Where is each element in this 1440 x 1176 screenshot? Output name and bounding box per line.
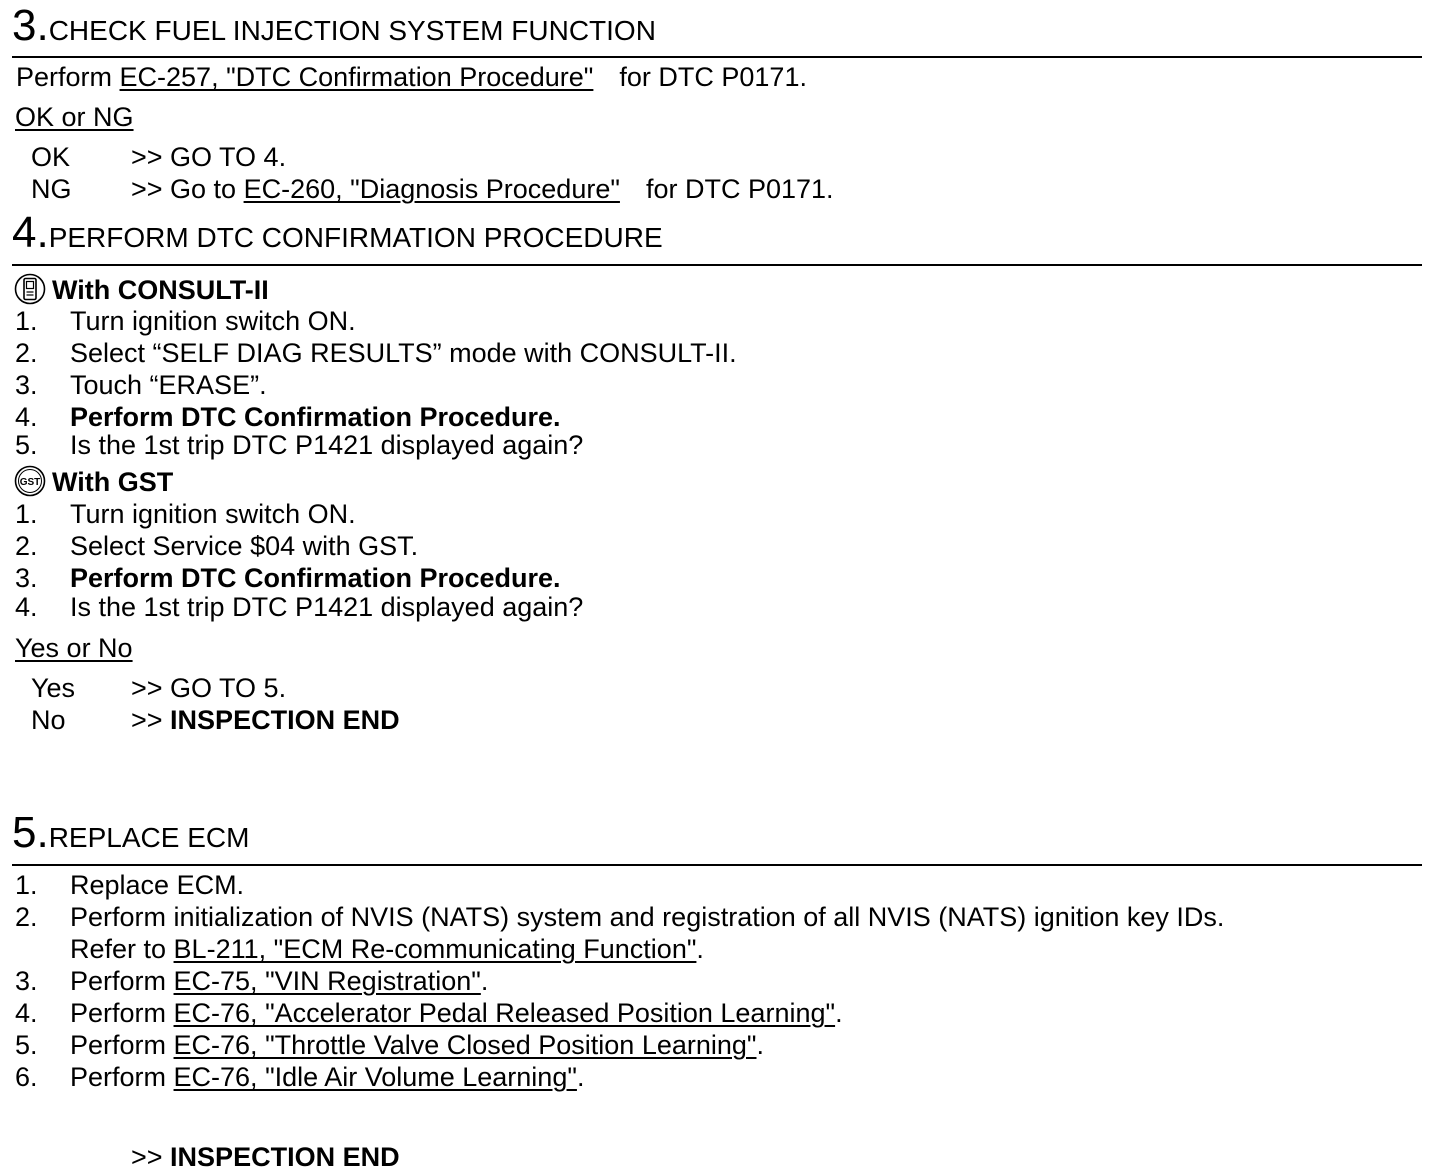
link-ec-76-accelerator-pedal[interactable]: EC-76, "Accelerator Pedal Released Position Learning" — [173, 998, 836, 1028]
consult-step-5: 5. Is the 1st trip DTC P1421 displayed again? — [15, 430, 584, 460]
link-ec-260-diagnosis-procedure[interactable]: EC-260, "Diagnosis Procedure" — [243, 174, 620, 204]
link-ec-76-throttle-valve[interactable]: EC-76, "Throttle Valve Closed Position Learning" — [173, 1030, 757, 1060]
link-bl-211-ecm-re-communicating[interactable]: BL-211, "ECM Re-communicating Function" — [173, 934, 697, 964]
step3-ng-action: >> Go to EC-260, "Diagnosis Procedure" for DTC P0171. — [131, 174, 834, 204]
step3-ok-action: >> GO TO 4. — [131, 142, 287, 172]
step3-number: 3. — [12, 1, 49, 50]
gst-heading: GST With GST — [14, 465, 173, 504]
step3-ok-label: OK — [31, 142, 71, 172]
step3-header — [12, 1, 656, 50]
step5-number: 5. — [12, 808, 49, 857]
link-ec-257-dtc-confirmation[interactable]: EC-257, "DTC Confirmation Procedure" — [119, 62, 594, 92]
link-ec-76-idle-air-volume[interactable]: EC-76, "Idle Air Volume Learning" — [173, 1062, 577, 1092]
step3-divider — [12, 56, 1422, 58]
consult-step-3: 3. Touch “ERASE”. — [15, 370, 267, 400]
consult-step-4: 4. Perform DTC Confirmation Procedure. — [15, 402, 561, 432]
consult-step-1: 1. Turn ignition switch ON. — [15, 306, 356, 336]
step5-title: REPLACE ECM — [48, 822, 250, 853]
step3-ng-label: NG — [31, 174, 72, 204]
step5-item-2-refer: Refer to BL-211, "ECM Re-communicating Function". — [70, 934, 704, 964]
step5-item-2: 2. Perform initialization of NVIS (NATS) system and registration of all NVIS (NATS) ignition key IDs. — [15, 902, 1225, 932]
step5-item-5: 5. Perform EC-76, "Throttle Valve Closed Position Learning". — [15, 1030, 765, 1060]
step4-yes-label: Yes — [31, 673, 76, 703]
gst-step-4: 4. Is the 1st trip DTC P1421 displayed again? — [15, 592, 584, 622]
step4-header — [12, 208, 663, 257]
step5-header — [12, 808, 250, 857]
step5-item-6: 6. Perform EC-76, "Idle Air Volume Learning". — [15, 1062, 585, 1092]
step4-number: 4. — [12, 208, 49, 257]
gst-step-1: 1. Turn ignition switch ON. — [15, 499, 356, 529]
step3-perform-line: Perform EC-257, "DTC Confirmation Procedure" for DTC P0171. — [16, 62, 807, 92]
gst-step-2: 2. Select Service $04 with GST. — [15, 531, 419, 561]
step3-title: CHECK FUEL INJECTION SYSTEM FUNCTION — [48, 15, 656, 46]
step4-decision-heading: Yes or No — [15, 633, 133, 663]
gst-icon-text: GST — [19, 477, 41, 488]
step5-item-3: 3. Perform EC-75, "VIN Registration". — [15, 966, 489, 996]
step5-item-4: 4. Perform EC-76, "Accelerator Pedal Released Position Learning". — [15, 998, 843, 1028]
step5-item-1: 1. Replace ECM. — [15, 870, 245, 900]
step4-divider — [12, 264, 1422, 266]
consult-heading: With CONSULT-II — [14, 273, 269, 312]
step4-yes-action: >> GO TO 5. — [131, 673, 287, 703]
step4-no-label: No — [31, 705, 66, 735]
gst-step-3: 3. Perform DTC Confirmation Procedure. — [15, 563, 561, 593]
step5-end-action: >> INSPECTION END — [131, 1142, 400, 1172]
step4-title: PERFORM DTC CONFIRMATION PROCEDURE — [48, 222, 663, 253]
link-ec-75-vin-registration[interactable]: EC-75, "VIN Registration" — [173, 966, 481, 996]
step4-no-action: >> INSPECTION END — [131, 705, 400, 735]
step3-decision-heading: OK or NG — [15, 102, 134, 132]
step5-divider — [12, 864, 1422, 866]
consult-step-2: 2. Select “SELF DIAG RESULTS” mode with CONSULT-II. — [15, 338, 737, 368]
